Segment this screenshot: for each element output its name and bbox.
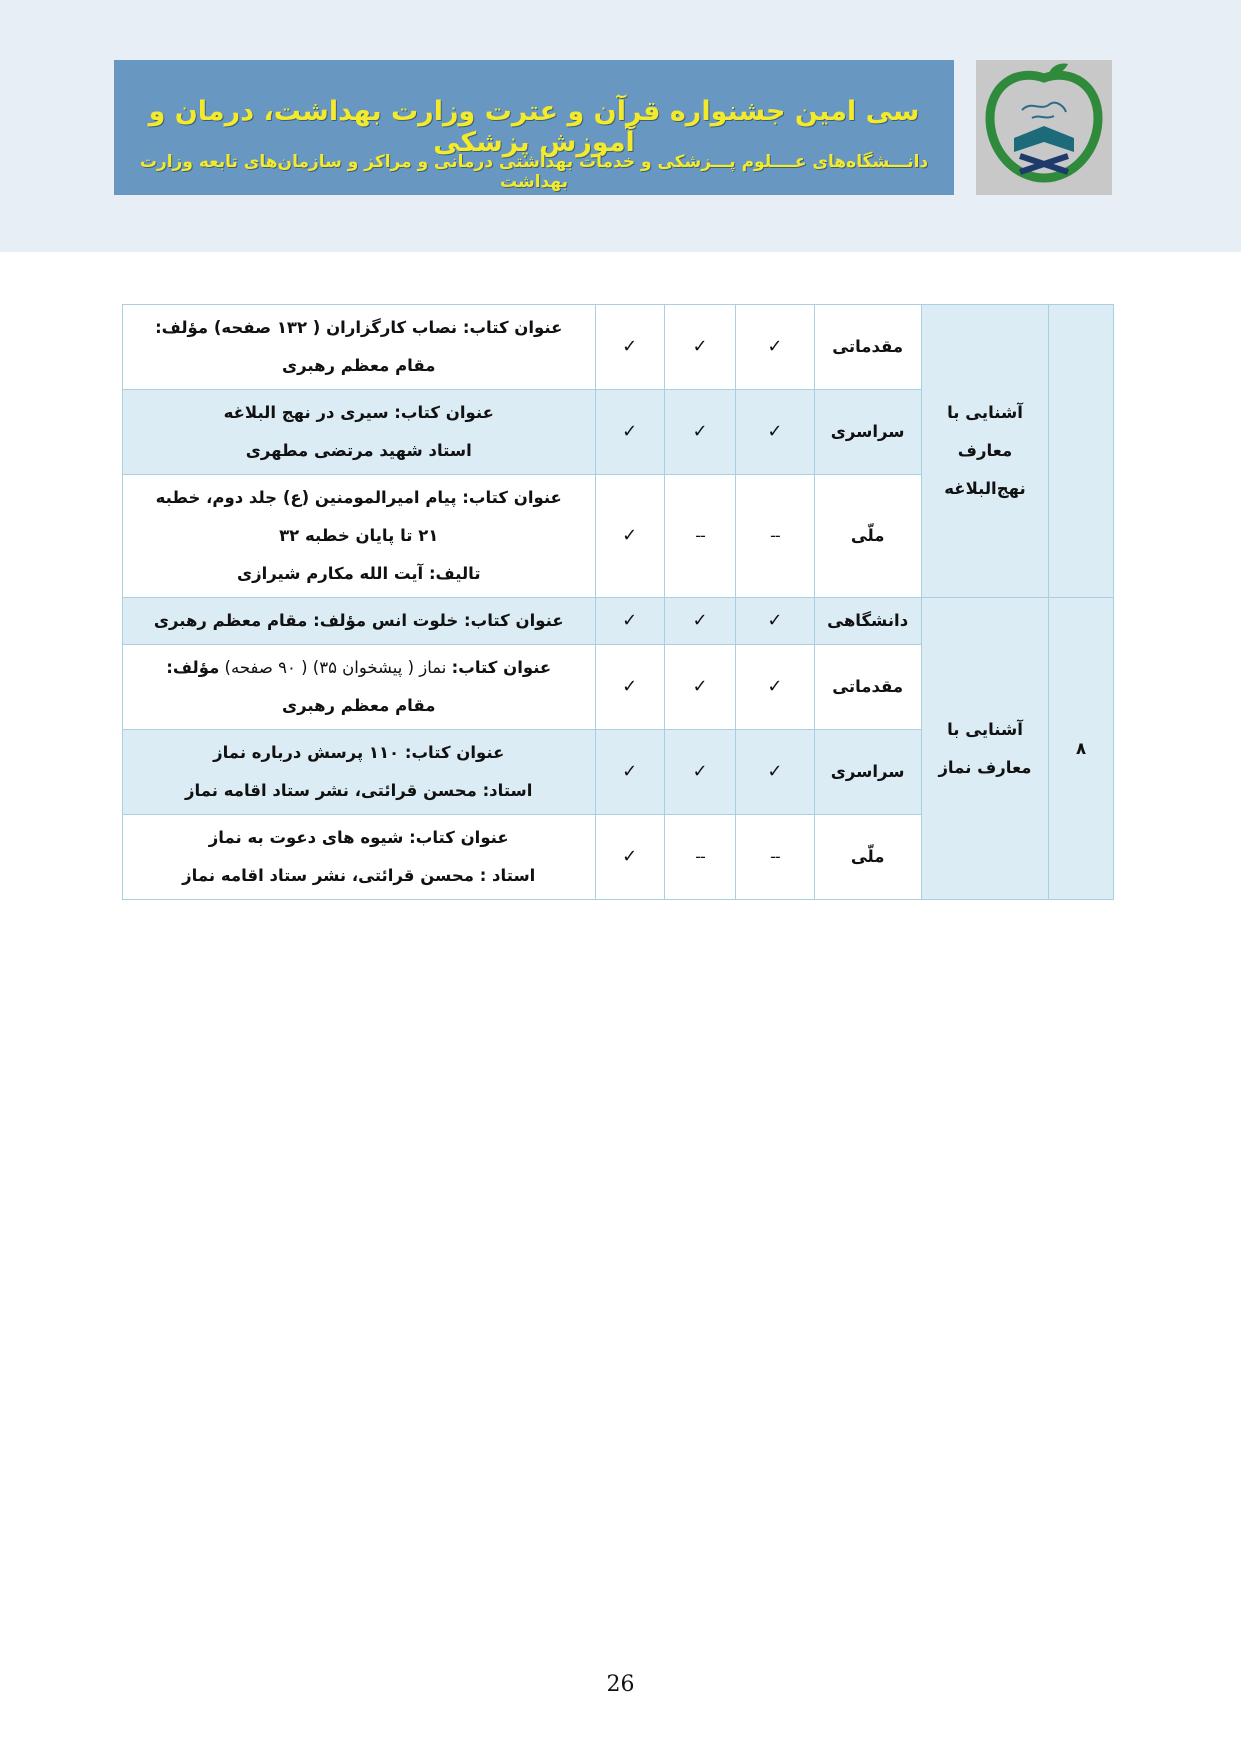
check-icon: ✓ — [595, 815, 664, 900]
page-subtitle: دانـــشگاه‌های عــــلوم پـــزشکی و خدمات بهداشتی درمانی و مراکز و سازمان‌های تابعه وزارت بهداشت — [139, 152, 929, 192]
check-icon: ✓ — [736, 645, 814, 730]
festival-logo — [976, 60, 1112, 195]
dash-mark: -- — [736, 815, 814, 900]
check-icon: ✓ — [736, 305, 814, 390]
level-cell: سراسری — [814, 390, 921, 475]
book-cell: عنوان کتاب: خلوت انس مؤلف: مقام معظم رهبری — [123, 598, 596, 645]
check-icon: ✓ — [664, 598, 736, 645]
level-cell: مقدماتی — [814, 645, 921, 730]
check-icon: ✓ — [736, 730, 814, 815]
level-cell: دانشگاهی — [814, 598, 921, 645]
check-icon: ✓ — [595, 390, 664, 475]
check-icon: ✓ — [736, 390, 814, 475]
check-icon: ✓ — [664, 730, 736, 815]
book-cell: عنوان کتاب: ۱۱۰ پرسش درباره نماز استاد: محسن قرائتی، نشر ستاد اقامه نماز — [123, 730, 596, 815]
book-cell: عنوان کتاب: سیری در نهج البلاغه استاد شهید مرتضی مطهری — [123, 390, 596, 475]
check-icon: ✓ — [736, 598, 814, 645]
check-icon: ✓ — [595, 730, 664, 815]
level-cell: سراسری — [814, 730, 921, 815]
page-number: 26 — [606, 1672, 635, 1697]
header-banner — [114, 60, 954, 195]
check-icon: ✓ — [595, 475, 664, 598]
page-title: سی امین جشنواره قرآن و عترت وزارت بهداشت، درمان و آموزش پزشکی — [148, 96, 920, 158]
quran-apple-logo-icon — [976, 60, 1112, 195]
table-row — [123, 598, 1114, 645]
dash-mark: -- — [664, 475, 736, 598]
check-icon: ✓ — [595, 645, 664, 730]
topic-cell: آشنایی با معارف نهج‌البلاغه — [921, 305, 1048, 598]
dash-mark: -- — [664, 815, 736, 900]
check-icon: ✓ — [664, 305, 736, 390]
level-cell: ملّی — [814, 815, 921, 900]
level-cell: مقدماتی — [814, 305, 921, 390]
book-cell: عنوان کتاب: شیوه های دعوت به نماز استاد : محسن قرائتی، نشر ستاد اقامه نماز — [123, 815, 596, 900]
book-cell: عنوان کتاب: نماز ( پیشخوان ۳۵) ( ۹۰ صفحه) مؤلف: مقام معظم رهبری — [123, 645, 596, 730]
check-icon: ✓ — [595, 305, 664, 390]
level-cell: ملّی — [814, 475, 921, 598]
book-cell: عنوان کتاب: پیام امیرالمومنین (ع) جلد دوم، خطبه ۲۱ تا پایان خطبه ۳۲ تالیف: آیت الله مکارم شیرازی — [123, 475, 596, 598]
row-index — [1049, 305, 1114, 598]
dash-mark: -- — [736, 475, 814, 598]
curriculum-table — [122, 304, 1114, 900]
table-row — [123, 305, 1114, 390]
row-index: ۸ — [1049, 598, 1114, 900]
check-icon: ✓ — [595, 598, 664, 645]
topic-cell: آشنایی با معارف نماز — [921, 598, 1048, 900]
check-icon: ✓ — [664, 390, 736, 475]
book-cell: عنوان کتاب: نصاب کارگزاران ( ۱۳۲ صفحه) مؤلف: مقام معظم رهبری — [123, 305, 596, 390]
check-icon: ✓ — [664, 645, 736, 730]
